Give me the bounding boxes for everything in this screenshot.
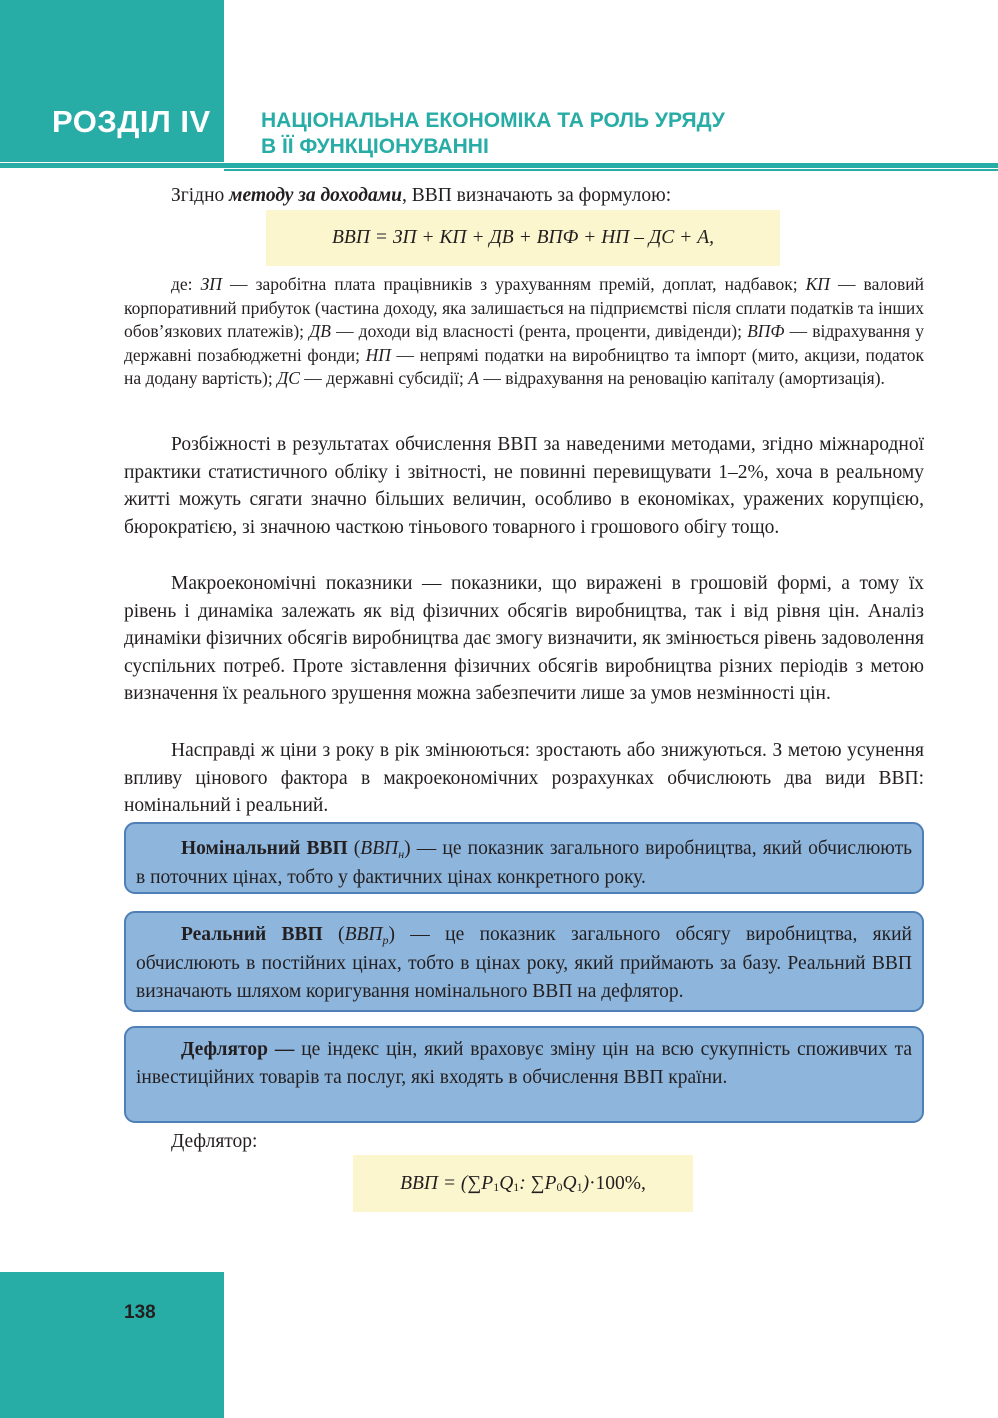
legend-text: — заробітна плата працівників з урахуванням премій, доплат, надбавок; <box>221 274 806 294</box>
page-number: 138 <box>124 1302 156 1323</box>
definition-paren: ) <box>388 924 395 945</box>
definition-symbol: ВВП <box>344 924 383 945</box>
formula-part: ВВП = (∑P <box>400 1172 494 1194</box>
formula-part: : ∑P <box>519 1172 557 1194</box>
definition-paren: ) <box>404 838 411 859</box>
chapter-title <box>261 108 961 160</box>
definition-box-nominal <box>124 822 924 894</box>
formula-legend <box>124 273 924 391</box>
definition-paren: ( <box>322 924 345 945</box>
legend-text: — валовий корпоративний прибуток (частина доходу, яка залишається на підприємстві після сплати податків та інших обов’язкових платежів); <box>124 274 924 342</box>
formula-subscript: 1 <box>576 1180 583 1194</box>
paragraph-macro-indicators: Макроекономічні показники — показники, що виражені в грошовій формі, а тому їх рівень і динаміка залежать як від фізичних обсягів виробництва, так і від рівня цін. Аналіз динаміки фізичних обсягів виробництва дає змогу визначити, як змінюється рівень задоволення суспільних потреб. Проте зіставлення фізичних обсягів виробництва різних періодів з метою визначення їх реального зрушення можна забезпечити лише за умов незмінності цін. <box>124 573 924 704</box>
formula-part: ·100%, <box>589 1172 646 1194</box>
legend-symbol: А <box>468 368 479 389</box>
definition-term: Реальний ВВП <box>181 924 323 945</box>
legend-symbol: КП <box>805 274 830 294</box>
definition-term: Номінальний ВВП <box>181 838 348 859</box>
definition-text: — це показник загального обсягу виробництва, який обчислюють в постійних цінах, тобто в цінах року, який приймають за базу. Реальний ВВП визначають шляхом коригування номінального ВВП на дефлятор. <box>136 924 912 1002</box>
formula-subscript: 0 <box>556 1180 563 1194</box>
legend-symbol: ВПФ <box>747 321 785 342</box>
paragraph-discrepancies: Розбіжності в результатах обчислення ВВП за наведеними методами, згідно міжнародної практики статистичного обліку і звітності, не повинні перевищувати 1–2%, хоча в реальному житті можуть сягати значно більших величин, особливо в економіках, уражених корупцією, бюрократією, зі значною часткою тіньового товарного і грошового обігу тощо. <box>124 434 924 538</box>
header-rule-thin <box>224 169 998 171</box>
definition-term: Дефлятор — <box>181 1039 295 1060</box>
legend-text: — відрахування у державні позабюджетні фонди; <box>124 321 925 365</box>
intro-text: Згідно <box>171 185 230 206</box>
section-label: РОЗДІЛ IV <box>52 104 211 139</box>
formula-subscript: 1 <box>493 1180 500 1194</box>
legend-symbol: НП <box>365 344 391 365</box>
legend-text: — непрямі податки на виробництво та імпорт (мито, акцизи, податок на додану вартість); <box>124 344 925 389</box>
definition-symbol: ВВП <box>360 838 399 859</box>
formula-box-income: ВВП = ЗП + КП + ДВ + ВПФ + НП – ДС + А, <box>266 210 780 266</box>
paragraph-prices: Насправді ж ціни з року в рік змінюються: зростають або знижуються. З метою усунення впливу цінового фактора в макроекономічних розрахунках обчислюють два види ВВП: номінальний і реальний. <box>124 740 924 816</box>
definition-text: це індекс цін, який враховує зміну цін на всю сукупність споживчих та інвестиційних товарів та послуг, які входять в обчислення ВВП країни. <box>136 1039 912 1088</box>
legend-text: — доходи від власності (рента, проценти, дивіденди); <box>330 321 748 342</box>
definition-subscript: н <box>398 847 405 861</box>
intro-method: методу за доходами <box>229 185 402 206</box>
definition-paren: ( <box>347 838 361 859</box>
legend-symbol: ЗП <box>200 274 222 294</box>
intro-paragraph <box>124 182 924 210</box>
legend-symbol: ДВ <box>309 321 331 342</box>
definition-text: — це показник загального виробництва, який обчислюють в поточних цінах, тобто у фактичних цінах конкретного року. <box>136 838 912 888</box>
deflator-label: Дефлятор: <box>171 1131 258 1152</box>
footer-side-band <box>0 1272 224 1418</box>
definition-box-real <box>124 911 924 1012</box>
header-rule <box>0 163 998 168</box>
legend-text: де: <box>171 274 201 294</box>
definition-box-deflator <box>124 1026 924 1123</box>
legend-text: — відрахування на реновацію капіталу (амортизація). <box>478 368 885 389</box>
chapter-title-line: В ЇЇ ФУНКЦІОНУВАННІ <box>261 135 489 158</box>
intro-text: , ВВП визначають за формулою: <box>401 185 672 206</box>
formula-part: Q <box>499 1172 514 1194</box>
legend-symbol: ДС <box>277 368 300 389</box>
formula-part: Q <box>562 1172 577 1194</box>
chapter-title-line: НАЦІОНАЛЬНА ЕКОНОМІКА ТА РОЛЬ УРЯДУ <box>261 109 725 132</box>
formula-subscript: 1 <box>513 1180 520 1194</box>
formula-box-deflator <box>353 1155 693 1212</box>
formula-part: ) <box>582 1172 590 1194</box>
legend-text: — державні субсидії; <box>299 368 469 389</box>
definition-subscript: р <box>382 933 389 947</box>
